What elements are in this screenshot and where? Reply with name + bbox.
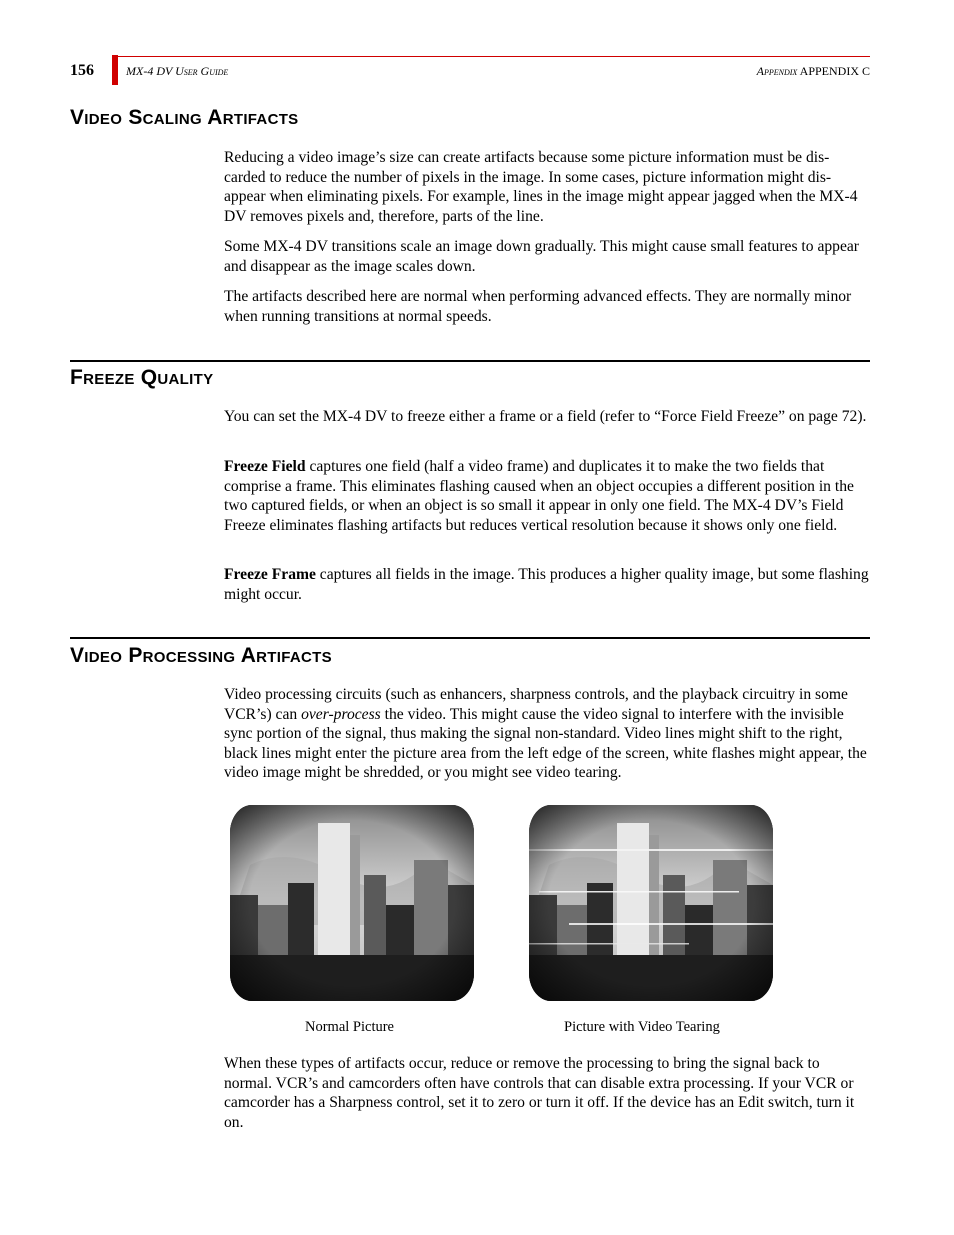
paragraph-scaling-3: The artifacts described here are normal when performing advanced effects. They are normally minor when running transitions at normal speeds. bbox=[224, 288, 852, 325]
paragraph-freeze-field bbox=[224, 457, 870, 535]
appendix-prefix: Appendix bbox=[756, 64, 798, 78]
section-title-video-processing: Video Processing Artifacts bbox=[70, 644, 332, 667]
intro-text-after: the video. This might cause the video signal to interfere with the invisible sync portion of the signal, thus making the signal non-standard. Video lines might shift to the right, black lines might enter the picture area from the left edge of the screen, white flashes might appear, the video image might be shredded, or you might see video tearing. bbox=[224, 705, 867, 781]
city-skyline-torn-svg bbox=[529, 805, 773, 1001]
paragraph-scaling-1: Reducing a video image’s size can create artifacts because some picture information must be dis-carded to reduce the number of pixels in the image. In some cases, picture information might dis-appear when eliminating pixels. For example, lines in the image might appear jagged when the MX-4 DV removes pixels and, therefore, parts of the line. bbox=[224, 149, 858, 225]
emphasis-over-process: over-process bbox=[301, 705, 381, 723]
appendix-label: APPENDIX C bbox=[799, 64, 870, 78]
header-rule bbox=[118, 56, 870, 57]
paragraph-freeze-frame bbox=[224, 565, 870, 604]
header-accent-bar bbox=[112, 55, 118, 85]
running-header-appendix bbox=[757, 64, 870, 79]
paragraph-processing-intro bbox=[224, 685, 870, 783]
freeze-field-description: captures one field (half a video frame) and duplicates it to make the two fields that comprise a frame. This eliminates flashing caused when an object occupies a different position in the two captured fields, or when an object is so small it appear in only one field. The MX-4 DV’s Field Freeze eliminates flashing artifacts but reduces vertical resolution because it shows only one field. bbox=[224, 458, 854, 534]
freeze-frame-description: captures all fields in the image. This produces a higher quality image, but some flashing might occur. bbox=[224, 566, 869, 603]
section-title-video-scaling: Video Scaling Artifacts bbox=[70, 106, 299, 129]
city-skyline-svg bbox=[230, 805, 474, 1001]
caption-normal-picture: Normal Picture bbox=[305, 1019, 394, 1035]
city-skyline-torn-image bbox=[529, 805, 773, 1001]
page-number: 156 bbox=[70, 62, 94, 79]
paragraph-freeze-intro: You can set the MX-4 DV to freeze either a frame or a field (refer to “Force Field Freeze” on page 72). bbox=[224, 408, 867, 425]
running-header-guide-title: MX-4 DV User Guide bbox=[126, 64, 229, 78]
city-skyline-image bbox=[230, 805, 474, 1001]
section-title-freeze-quality: Freeze Quality bbox=[70, 366, 214, 389]
section-rule-freeze bbox=[70, 360, 870, 362]
caption-video-tearing: Picture with Video Tearing bbox=[564, 1019, 720, 1035]
term-freeze-field: Freeze Field bbox=[224, 458, 306, 475]
paragraph-scaling-2: Some MX-4 DV transitions scale an image down gradually. This might cause small features to appear and disappear as the image scales down. bbox=[224, 238, 860, 275]
paragraph-processing-closing: When these types of artifacts occur, reduce or remove the processing to bring the signal back to normal. VCR’s and camcorders often have controls that can disable extra processing. If your VCR or camcorder has a Sharpness control, set it to zero or turn it off. If the device has an Edit switch, turn it on. bbox=[224, 1055, 855, 1131]
intro-text-before: Video processing circuits (such as enhancers, sharpness controls, and the playback circuitry in some VCR’s) can bbox=[224, 686, 848, 723]
term-freeze-frame: Freeze Frame bbox=[224, 566, 316, 583]
section-rule-processing bbox=[70, 637, 870, 639]
